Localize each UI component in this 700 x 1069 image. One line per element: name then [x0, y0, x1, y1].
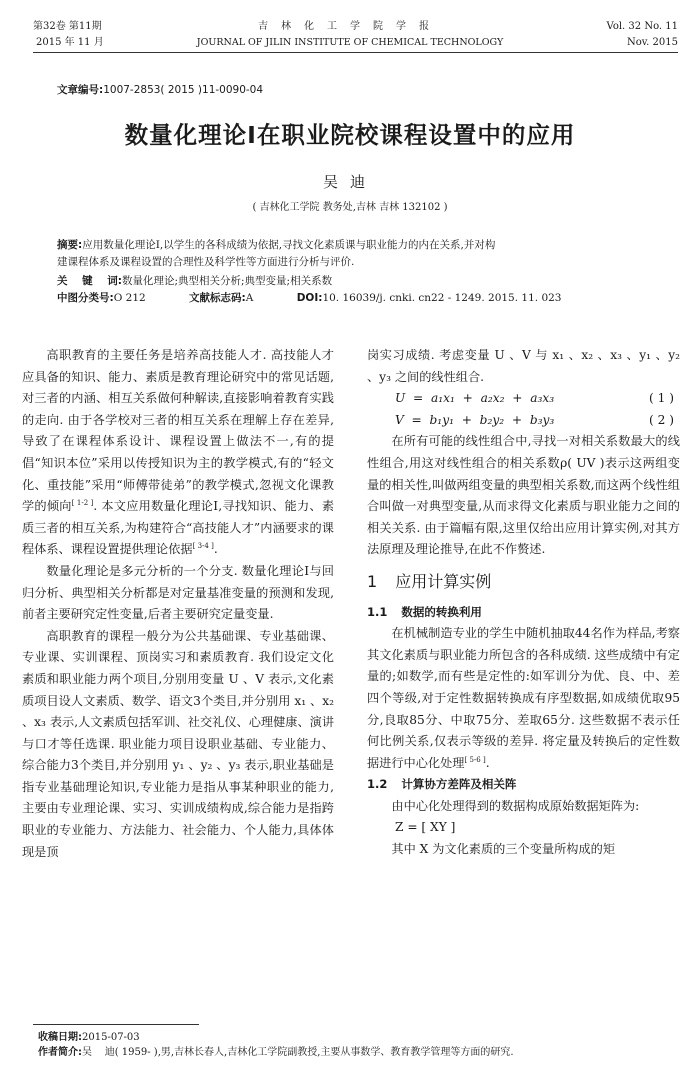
classification [57, 290, 657, 307]
issue-info-en [607, 19, 678, 51]
keywords-value: 数量化理论;典型相关分析;典型变量;相关系数 [121, 275, 333, 287]
intro-text-1: 高职教育的主要任务是培养高技能人才. 高技能人才应具备的知识、能力、素质是教育理论研究中的常见话题,对三者的内涵、相互关系做何种解读,直接影响着教育实践的走向. 由于各学校对三者的相互关系在理解上存在差异,导致了在课程体系设计、课程设置上做法不一,有的提倡“知识本位”采用以传授知识为主的教学模式,有的“轻文化、重技能”采用“师傅带徒弟”的教学模式,忽视文化课教学的倾向 [22, 348, 334, 514]
section-1-heading [367, 571, 680, 593]
issue-date-en: Nov. 2015 [626, 37, 678, 48]
body-text-3: 在机械制造专业的学生中随机抽取44名作为样品,考察其文化素质与职业能力所包含的各科成绩. 这些成绩中有定量的;如数学,而有些是定性的:如军训分为优、良、中、差四个等级,对于定性数据转换成有序型数据,如成绩优取95分,良取85分、中取75分、差取65分. 这些数据不表示任何比例关系,仅表示等级的差异. 将定量及转换后的定性数据进行中心化处理 [367, 626, 680, 770]
equation-2-number: ( 2 ) [648, 412, 674, 427]
body-paragraph-3 [367, 623, 680, 774]
body-text-3-end: . [485, 755, 490, 770]
citation-1-2: [ 1-2 ] [71, 499, 94, 508]
citation-3-4: [ 3-4 ] [192, 542, 214, 551]
section-1-1-heading [367, 602, 680, 624]
received-date: 2015-07-03 [82, 1032, 140, 1043]
affiliation: ( 吉林化工学院 教务处,吉林 吉林 132102 ) [252, 202, 448, 213]
article-number-label: 文章编号: [57, 84, 104, 96]
equation-1-body: U = a₁x₁ + a₂x₂ + a₃x₃ [395, 391, 555, 406]
intro-paragraph-1 [22, 345, 334, 561]
section-1-number: 1 [367, 571, 378, 591]
matrix-formula: Z = [ XY ] [395, 820, 456, 835]
citation-5-6: [ 5-6 ] [464, 755, 486, 764]
doc-code-label: 文献标志码: [189, 292, 246, 304]
equation-2-body: V = b₁y₁ + b₂y₂ + b₃y₃ [395, 412, 555, 427]
author-name: 吴迪 [322, 173, 377, 191]
header-rule [33, 52, 678, 53]
section-1-2-heading [367, 774, 680, 796]
section-1-title: 应用计算实例 [395, 571, 492, 591]
intro-paragraph-2: 数量化理论是多元分析的一个分支. 数量化理论Ⅰ与回归分析、典型相关分析都是对定量基准变量的预测和发现,前者主要研究定性变量,后者主要研究定量变量. [22, 563, 334, 622]
abstract-line-2: 建课程体系及课程设置的合理性及科学性等方面进行分析与评价. [57, 256, 355, 268]
issue-date: 2015 年 11 月 [36, 37, 104, 48]
section-1-2-title: 计算协方差阵及相关阵 [401, 777, 517, 792]
body-paragraph-cont: 岗实习成绩. 考虑变量 U 、V 与 x₁ 、x₂ 、x₃ 、y₁ 、y₂ 、y₃ 之间的线性组合. [367, 348, 680, 384]
footnote [38, 1030, 678, 1060]
section-1-2-number: 1.2 [367, 777, 388, 792]
article-number-value: 1007-2853( 2015 )11-0090-04 [103, 84, 264, 96]
left-column [22, 345, 334, 863]
keywords [57, 273, 657, 290]
article-number [57, 82, 263, 97]
body-paragraph-5: 其中 X 为文化素质的三个变量所构成的矩 [391, 842, 616, 857]
journal-name-cn: 吉林化工学院学报 [258, 21, 442, 32]
doi-value: 10. 16039/j. cnki. cn22 - 1249. 2015. 11. 023 [322, 292, 562, 304]
section-1-1-title: 数据的转换利用 [401, 604, 482, 619]
abstract-label: 摘要: [57, 239, 83, 251]
clc-value: O 212 [113, 292, 146, 304]
right-column [367, 345, 680, 861]
journal-name-en: JOURNAL OF JILIN INSTITUTE OF CHEMICAL TECHNOLOGY [196, 37, 504, 48]
volume-issue: 第32卷 第11期 [33, 21, 102, 32]
intro-text-1-end: . [213, 542, 218, 557]
intro-text-1b: . 本文应用数量化理论Ⅰ,寻找知识、能力、素质三者的相互关系,为构建符合“高技能人才”内涵要求的课程体系、课程设置提供理论依据 [22, 499, 335, 557]
author-bio: 吴 迪( 1959- ),男,吉林长春人,吉林化工学院副教授,主要从事数学、教育教学管理等方面的研究. [82, 1047, 514, 1058]
keywords-label: 关 键 词: [57, 275, 122, 287]
abstract [57, 237, 657, 271]
equation-1 [367, 388, 680, 410]
paper-title: 数量化理论Ⅰ在职业院校课程设置中的应用 [124, 121, 576, 149]
journal-name [0, 19, 700, 51]
clc-label: 中图分类号: [57, 292, 114, 304]
equation-1-number: ( 1 ) [648, 391, 674, 406]
doc-code-value: A [245, 292, 254, 304]
equation-2 [367, 410, 680, 432]
received-label: 收稿日期: [38, 1032, 82, 1043]
footnote-rule [33, 1024, 199, 1025]
section-1-1-number: 1.1 [367, 604, 388, 619]
body-paragraph-2: 在所有可能的线性组合中,寻找一对相关系数最大的线性组合,用这对线性组合的相关系数ρ( UV )表示这两组变量的相关性,叫做两组变量的典型相关系数,而这两个线性组合叫做一对典型变量,从而求得文化素质与职业能力之间的相关关系. 由于篇幅有限,这里仅给出应用计算实例,对其方法原理及理论推导,在此不作赘述. [367, 434, 680, 557]
volume-issue-en: Vol. 32 No. 11 [606, 21, 678, 32]
bio-label: 作者简介: [38, 1047, 82, 1058]
body-paragraph-4: 由中心化处理得到的数据构成原始数据矩阵为: [391, 798, 640, 813]
intro-paragraph-3: 高职教育的课程一般分为公共基础课、专业基础课、专业课、实训课程、顶岗实习和素质教育. 我们设定文化素质和职业能力两个项目,分别用变量 U 、V 表示,文化素质项目设人文素质、数学、语文3个类目,并分别用 x₁ 、x₂ 、x₃ 表示,人文素质包括军训、社交礼仪、心理健康、演讲与口才等任选课. 职业能力项目设职业基础、专业能力、综合能力3个类目,并分别用 y₁ 、y₂ 、y₃ 表示,职业基础是指专业基础理论知识,专业能力是指从事某种职业的能力,主要由专业理论课、实习、实训成绩构成,综合能力是指跨职业的专业能力、方法能力、社会能力、个人能力,具体体现是顶 [22, 628, 335, 859]
abstract-line-1: 应用数量化理论Ⅰ,以学生的各科成绩为依据,寻找文化素质课与职业能力的内在关系,并对构 [82, 239, 496, 251]
doi-label: DOI: [296, 292, 323, 304]
